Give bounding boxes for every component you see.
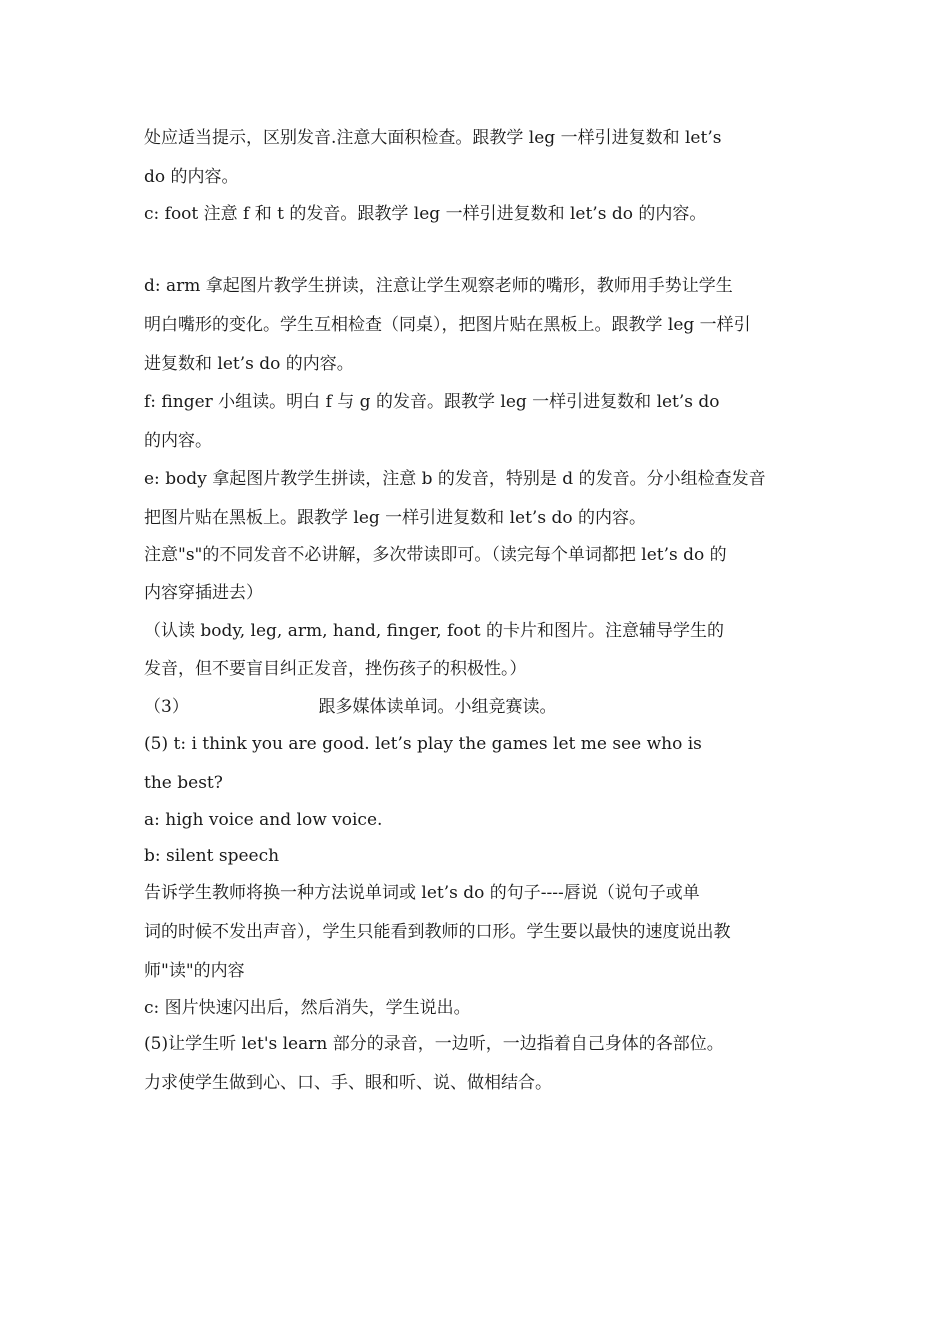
text-line: e: body 拿起图片教学生拼读，注意 b 的发音，特别是 d 的发音。分小组检查发音 xyxy=(144,469,766,489)
text-line: (5)让学生听 let's learn 部分的录音，一边听，一边指着自己身体的各部位。 xyxy=(144,1034,724,1054)
text-line: 注意"s"的不同发音不必讲解，多次带读即可。（读完每个单词都把 let’s do 的 xyxy=(144,545,727,565)
text-line: 把图片贴在黑板上。跟教学 leg 一样引进复数和 let’s do 的内容。 xyxy=(144,508,646,528)
text-line: 力求使学生做到心、口、手、眼和听、说、做相结合。 xyxy=(144,1073,552,1093)
text-line: 师"读"的内容 xyxy=(144,961,245,981)
text-line: (5) t: i think you are good. let’s play the games let me see who is xyxy=(144,734,702,754)
text-line: a: high voice and low voice. xyxy=(144,810,383,830)
text-line: 词的时候不发出声音），学生只能看到教师的口形。学生要以最快的速度说出教 xyxy=(144,922,731,942)
text-line: b: silent speech xyxy=(144,846,280,866)
text-line: 内容穿插进去） xyxy=(144,583,263,603)
text-line: do 的内容。 xyxy=(144,167,239,187)
text-line: 的内容。 xyxy=(144,431,212,451)
text-line: the best? xyxy=(144,773,223,793)
text-line: 告诉学生教师将换一种方法说单词或 let’s do 的句子----唇说（说句子或单 xyxy=(144,883,700,903)
text-line: 进复数和 let’s do 的内容。 xyxy=(144,354,354,374)
text-line: f: finger 小组读。明白 f 与 g 的发音。跟教学 leg 一样引进复数和 let’s do xyxy=(144,392,720,412)
text-line: 发音，但不要盲目纠正发音，挫伤孩子的积极性。） xyxy=(144,659,527,679)
text-line: （认读 body, leg, arm, hand, finger, foot 的卡片和图片。注意辅导学生的 xyxy=(144,621,724,641)
text-line: 明白嘴形的变化。学生互相检查（同桌），把图片贴在黑板上。跟教学 leg 一样引 xyxy=(144,315,751,335)
text-line: 处应适当提示，区别发音.注意大面积检查。跟教学 leg 一样引进复数和 let’s xyxy=(144,128,722,148)
text-line: c: 图片快速闪出后，然后消失，学生说出。 xyxy=(144,998,471,1018)
text-line: （3） 跟多媒体读单词。小组竞赛读。 xyxy=(144,697,557,717)
text-line: d: arm 拿起图片教学生拼读，注意让学生观察老师的嘴形，教师用手势让学生 xyxy=(144,276,733,296)
text-line: c: foot 注意 f 和 t 的发音。跟教学 leg 一样引进复数和 let’s do 的内容。 xyxy=(144,204,707,224)
